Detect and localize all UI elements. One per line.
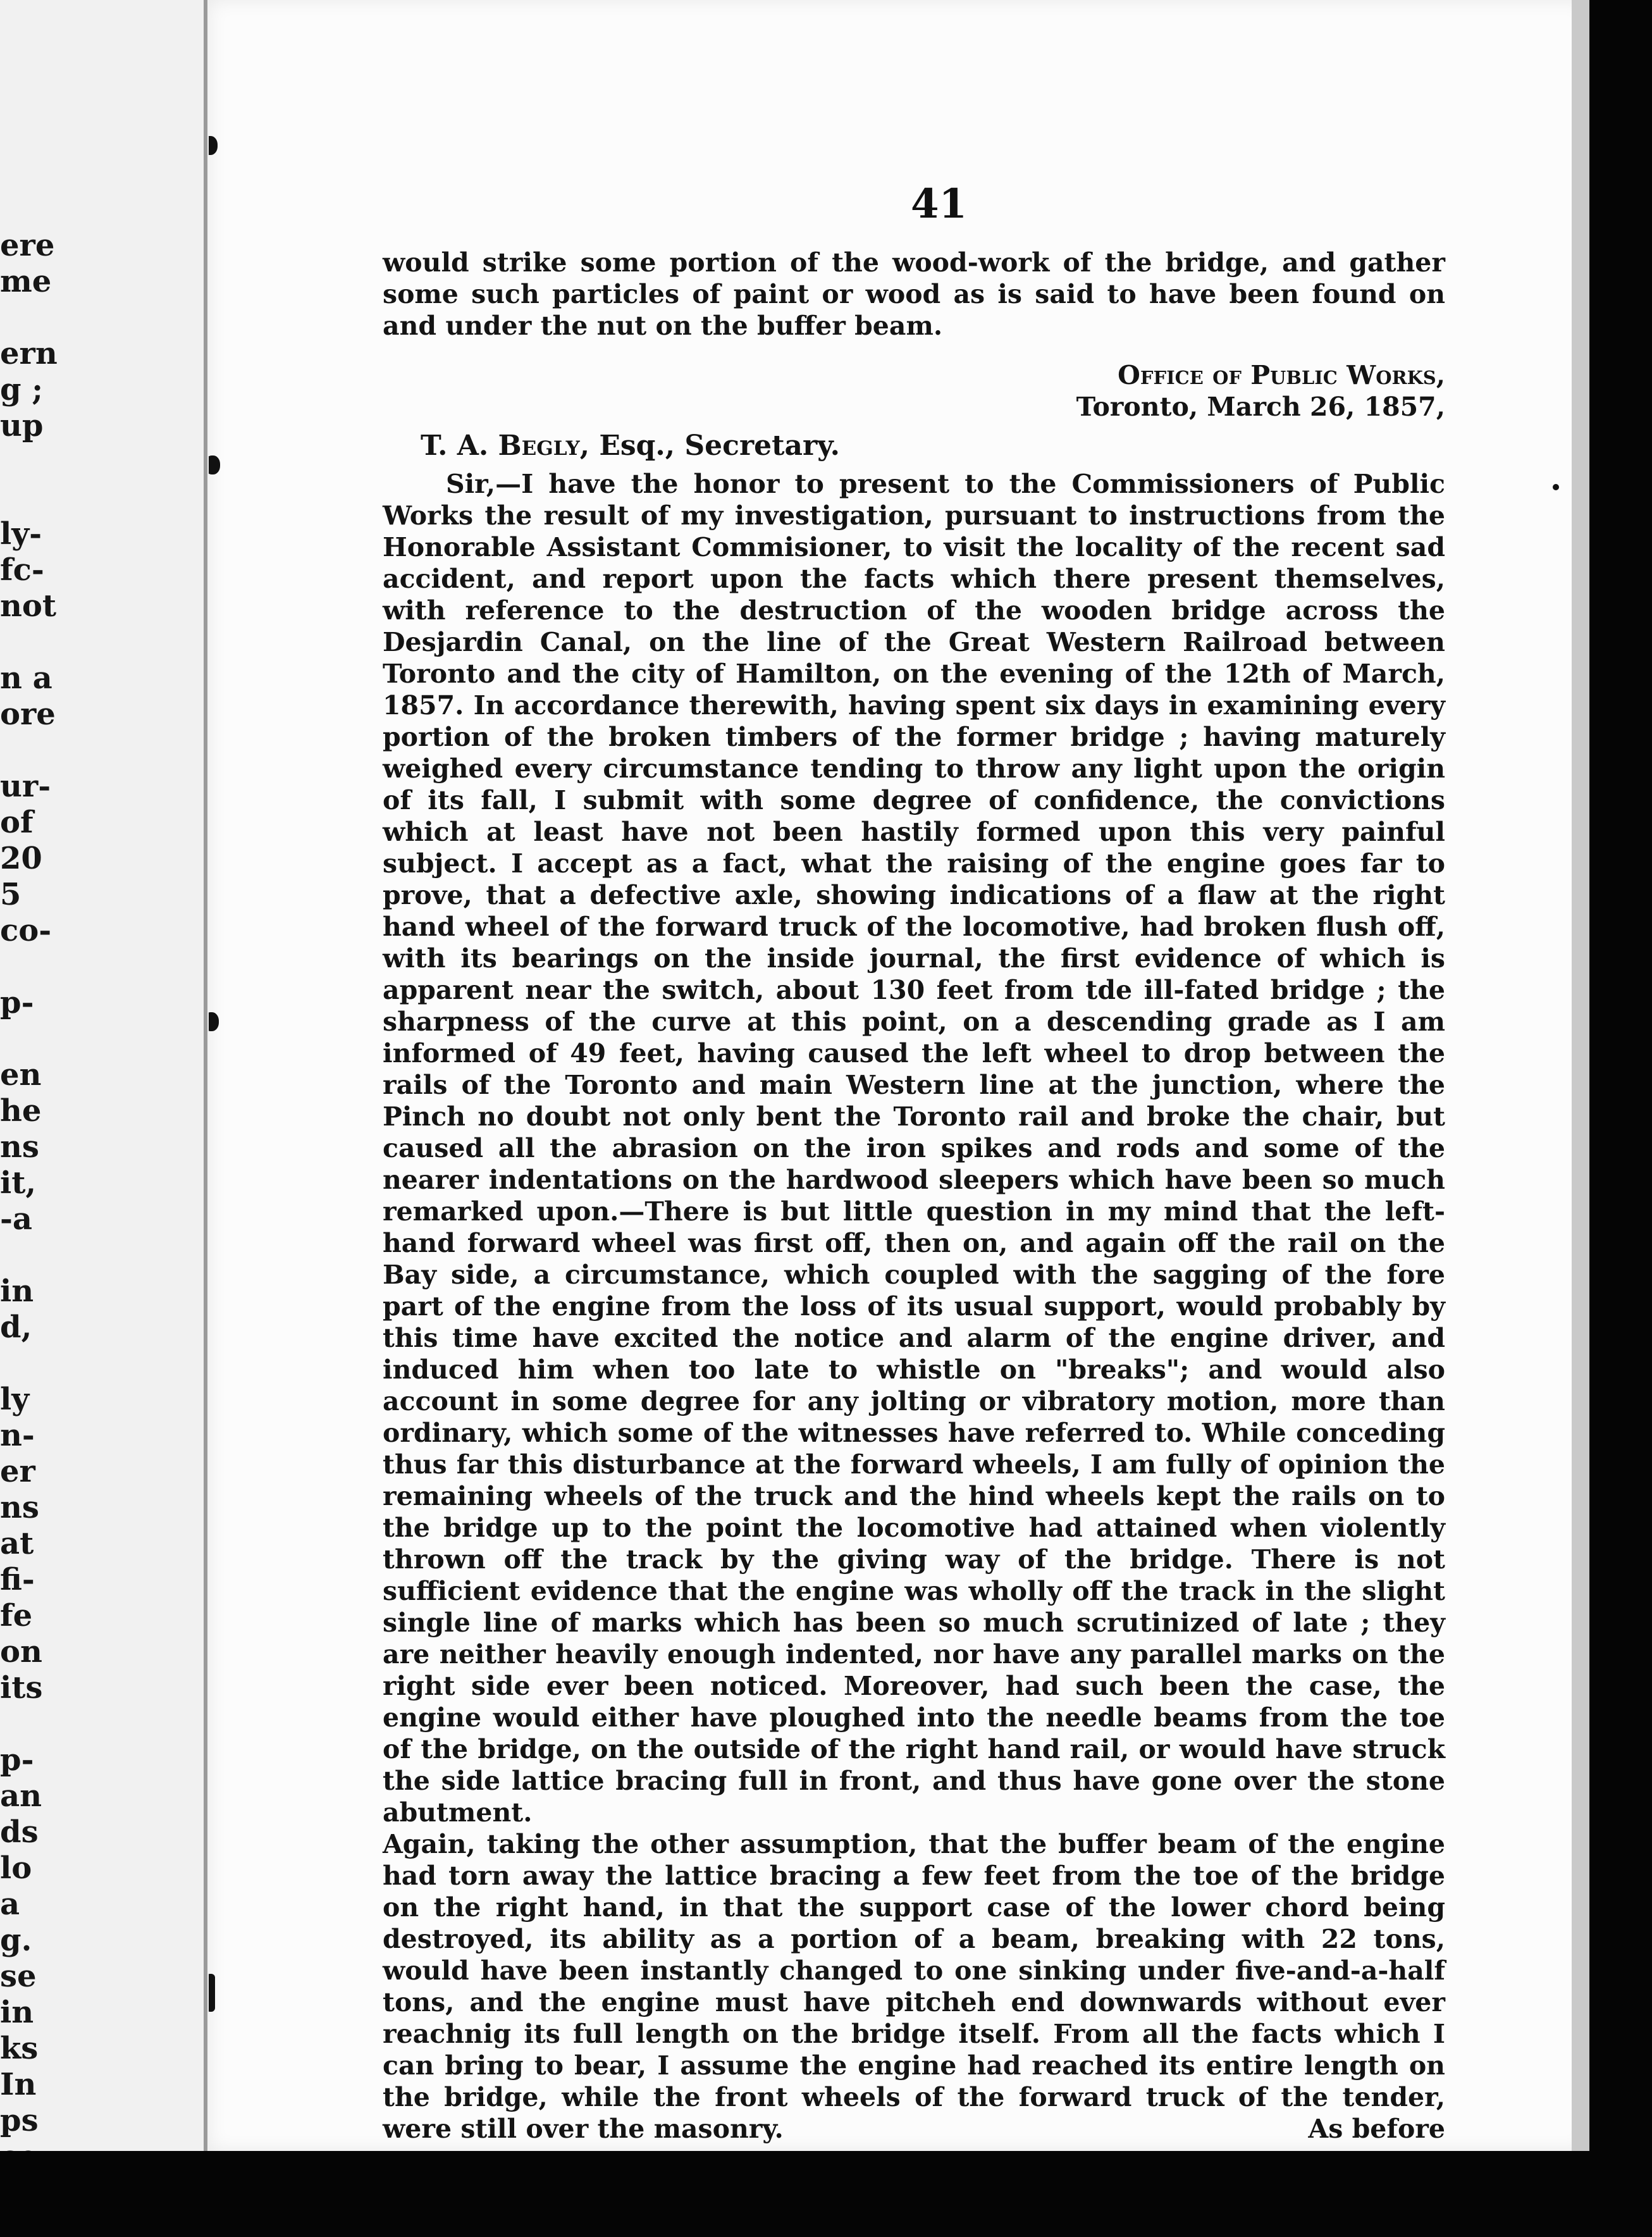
left-page-fragment: ur- (0, 769, 51, 804)
left-page-fragment: ps (0, 2103, 39, 2138)
left-page-fragment (0, 300, 209, 336)
book-spine (204, 0, 207, 2237)
paragraph: Sir,—I have the honor to present to the Commissioners of Public Works the result of my investigation, pursuant to instructions from the Honorable Assistant Commisioner, to visit the locality of the recent sad accident, and report upon the facts which there present themselves, with reference to the destruction of the wooden bridge across the Desjardin Canal, on the line of the Great Western Railroad between Toronto and the city of Hamilton, on the evening of the 12th of March, 1857. In accordance therewith, having spent six days in examining every portion of the broken timbers of the former bridge ; having maturely weighed every circumstance tending to throw any light upon the origin of its fall, I submit with some degree of confidence, the convictions which at least have not been hastily formed upon this very painful subject. I accept as a fact, what the raising of the engine goes far to prove, that a defective axle, showing indications of a flaw at the right hand wheel of the forward truck of the locomotive, had broken flush off, with its bearings on the inside journal, the first evidence of which is apparent near the switch, about 130 feet from tde ill-fated bridge ; the sharpness of the curve at this point, on a descending grade as I am informed of 49 feet, having caused the left wheel to drop between the rails of the Toronto and main Western line at the junction, where the Pinch no doubt not only bent the Toronto rail and broke the chair, but caused all the abrasion on the iron spikes and rods and some of the nearer indentations on the hardwood sleepers which have been so much remarked upon.—There is but little question in my mind that the left-hand forward wheel was first off, then on, and again off the rail on the Bay side, a circumstance, which coupled with the sagging of the fore part of the engine from the loss of its usual support, would probably by this time have excited the notice and alarm of the engine driver, and induced him when too late to whistle on "breaks"; and would also account in some degree for any jolting or vibratory motion, more than ordinary, which some of the witnesses have referred to. While conceding thus far this disturbance at the forward wheels, I am fully of opinion the remaining wheels of the truck and the hind wheels kept the rails on to the bridge up to the point the locomotive had attained when violently thrown off the track by the giving way of the bridge. There is not sufficient evidence that the engine was wholly off the track in the slight single line of marks which has been so much scrutinized of late ; they are neither heavily enough indented, nor have any parallel marks on the right side ever been noticed. Moreover, had such been the case, the engine would either have ploughed into the needle beams from the toe of the bridge, on the outside of the right hand rail, or would have struck the side lattice bracing full in front, and thus have gone over the stone abutment. (383, 469, 1445, 1828)
left-page-fragment (0, 444, 209, 480)
addressee-title: , Esq., Secretary. (579, 430, 840, 462)
left-page-fragment (0, 1021, 209, 1057)
left-page-fragment: in (0, 1995, 34, 2030)
opening-paragraph: would strike some portion of the wood-work of the bridge, and gather some such particles of paint or wood as is said to have been found on and under the nut on the buffer beam. (383, 247, 1445, 341)
ink-dot (1553, 484, 1559, 490)
left-page-fragment: ns (0, 1129, 39, 1165)
left-page-fragment: 5 (0, 877, 22, 912)
left-page-fragment: on (0, 1634, 42, 1670)
addressee-name: T. A. Begly (421, 430, 580, 462)
left-page-fragment (0, 624, 209, 660)
left-page-fragment: -a (0, 1201, 33, 1237)
letter-date-line: Toronto, March 26, 1857, (1076, 392, 1445, 422)
left-page-fragment (0, 1237, 209, 1273)
left-page-fragment (0, 1706, 209, 1742)
left-page-fragment (0, 733, 209, 769)
left-page-fragment: n- (0, 1418, 35, 1453)
letter-addressee (383, 430, 1445, 462)
left-page-fragment: p- (0, 985, 34, 1020)
left-page-fragment: up (0, 408, 44, 443)
paragraph: Again, taking the other assumption, that the buffer beam of the engine had torn away the lattice bracing a few feet from the toe of the bridge on the right hand, in that the support case of the lower chord being destroyed, its ability as a portion of a beam, breaking with 22 tons, would have been instantly changed to one sinking under five-and-a-half tons, and the engine must have pitcheh end downwards without ever reachnig its full length on the bridge itself. From all the facts which I can bring to bear, I assume the engine had reached its entire length on the bridge, while the front wheels of the forward truck of the tender, were still over the masonry. (383, 1829, 1445, 2144)
left-page-fragment: ere (0, 228, 55, 263)
left-page-fragment (0, 480, 209, 516)
left-page-fragment: p- (0, 1742, 34, 1778)
left-page-fragment: ly- (0, 516, 42, 552)
left-page-fragment: its (0, 1670, 43, 1706)
left-page-fragment: g. (0, 1923, 32, 1958)
binding-hole (209, 136, 218, 155)
left-page-fragment: 20 (0, 841, 42, 876)
left-page-fragment: not (0, 588, 57, 624)
left-page-fragment (0, 1346, 209, 1382)
left-page-fragment: ly (0, 1382, 30, 1417)
left-page-fragment: co- (0, 913, 52, 948)
paragraph-continuation: As before (1308, 2114, 1445, 2144)
scan-background (0, 2151, 1652, 2237)
left-page-fragment: er (0, 1454, 35, 1489)
left-page-fragment: g ; (0, 372, 43, 407)
left-page-fragment: of (0, 805, 34, 840)
left-page-fragment: ns (0, 1490, 39, 1525)
binding-hole (209, 455, 220, 474)
binding-mark (209, 1974, 215, 2012)
left-page-fragment: fe (0, 1598, 33, 1633)
page-number: 41 (911, 180, 968, 228)
left-page-fragment: fi- (0, 1562, 35, 1597)
left-page-fragment (0, 949, 209, 985)
left-page-fragment: en (0, 1057, 42, 1093)
left-page-fragment: a (0, 1887, 20, 1922)
left-page-fragment: d, (0, 1310, 32, 1345)
left-page-fragment: ern (0, 336, 58, 371)
left-page-fragment: se (0, 1959, 37, 1994)
page-edge (1572, 0, 1589, 2151)
left-page-fragment: ds (0, 1814, 39, 1850)
left-page-margin-fragments (0, 228, 209, 2211)
letter-office-line: Office of Public Works, (1118, 360, 1445, 390)
left-page-fragment: ore (0, 697, 56, 732)
body-text (383, 247, 1445, 2145)
left-page-fragment: In (0, 2067, 37, 2102)
left-page-fragment: n a (0, 660, 52, 696)
left-page-fragment: me (0, 264, 52, 299)
left-page-fragment: he (0, 1093, 42, 1129)
binding-hole (209, 1012, 219, 1031)
left-page-fragment: it, (0, 1165, 37, 1201)
left-page-fragment: in (0, 1273, 34, 1309)
left-page-fragment: lo (0, 1850, 32, 1886)
left-page-fragment: fc- (0, 552, 44, 588)
left-page-fragment: at (0, 1526, 34, 1561)
left-page-fragment: an (0, 1778, 42, 1814)
left-page-fragment: ks (0, 2031, 39, 2066)
left-facing-page (0, 0, 209, 2237)
